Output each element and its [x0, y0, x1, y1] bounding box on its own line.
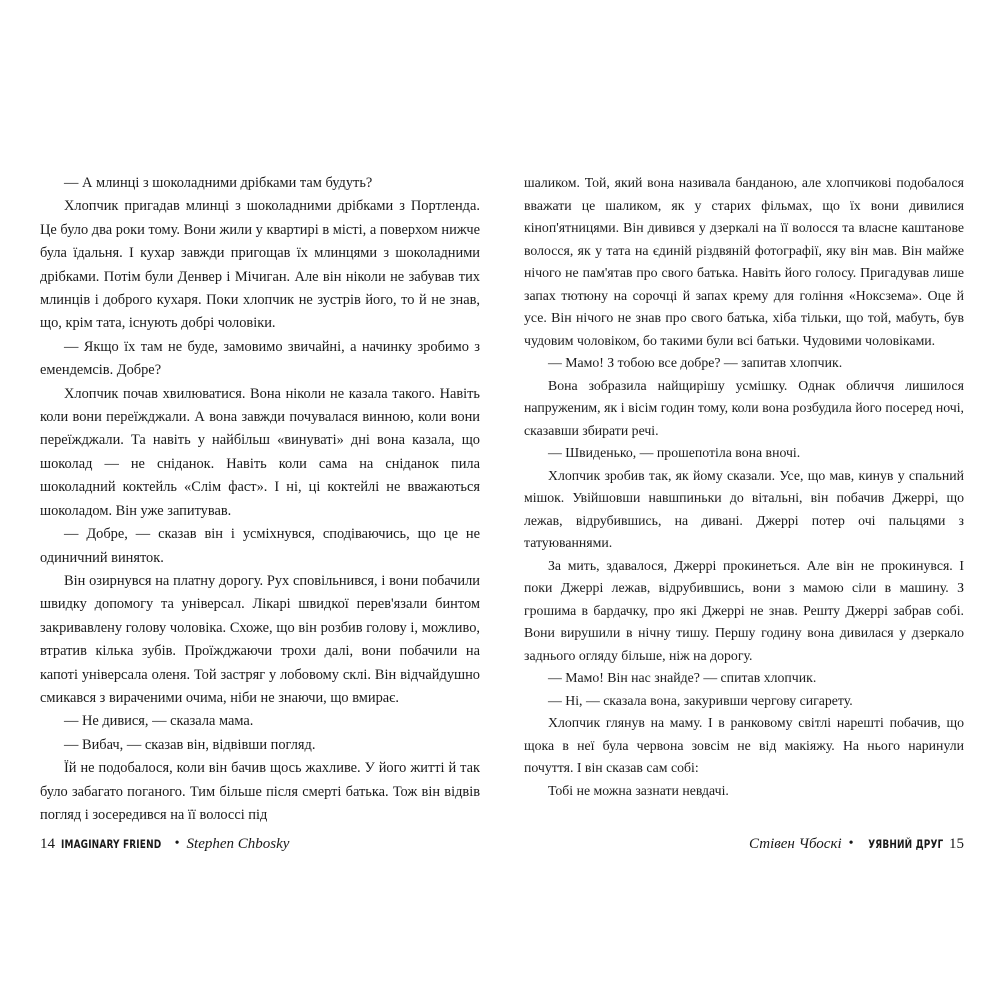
book-series-title: УЯВНИЙ ДРУГ	[867, 837, 943, 851]
page-number: 15	[949, 836, 964, 852]
paragraph: — Мамо! Він нас знайде? — спитав хлопчик.	[548, 670, 817, 685]
paragraph: — Не дивися, — сказала мама.	[64, 713, 254, 730]
paragraph: Вона зобразила найщирішу усмішку. Однак обличчя лишилося напруженим, як і вісім годин тому, коли вона розбудила його посеред ночі, сказавши збирати речі.	[524, 377, 964, 438]
paragraph: Хлопчик зробив так, як йому сказали. Усе, що мав, кинув у спальний мішок. Увійшовши навшпиньки до вітальні, він побачив Джеррі, що лежав, відрубившись, на дивані. Джеррі потер очі пальцями з татуюваннями.	[524, 467, 964, 550]
left-page	[40, 172, 480, 852]
paragraph: — Мамо! З тобою все добре? — запитав хлопчик.	[548, 355, 843, 370]
paragraph: За мить, здавалося, Джеррі прокинеться. Але він не прокинувся. І поки Джеррі лежав, відрубившись, вони з мамою сіли в машину. З грошима в бардачку, про які Джеррі не знав. Решту Джеррі забрав собі. Вони вирушили в нічну тишу. Першу годину вона дивилася у дзеркало заднього огляду більше, ніж на дорогу.	[524, 557, 964, 663]
paragraph: — Вибач, — сказав він, відвівши погляд.	[64, 736, 316, 753]
paragraph: — Ні, — сказала вона, закуривши чергову сигарету.	[548, 692, 853, 708]
paragraph: Він озирнувся на платну дорогу. Рух сповільнився, і вони побачили швидку допомогу та універсал. Лікарі швидкої перев'язали бинтом закривавлену голову чоловіка. Схоже, що він розбив голову і, можливо, втратив кілька зубів. Проїжджаючи трохи далі, вони побачили на капоті універсала оленя. Той застряг у лобовому склі. Він відчайдушно смикався з вираченими очима, ніби не знаючи, що вмирає.	[40, 572, 480, 706]
paragraph: Хлопчик почав хвилюватися. Вона ніколи не казала такого. Навіть коли вони переїжджали. А вона завжди почувалася винною, коли вони переїжджали. Та навіть у найбільш «винуваті» дні вона казала, що шоколад — не сніданок. Навіть коли сама на сніданок пила шоколадний коктейль «Слім фаст». І ні, ці коктейлі не вважаються шоколадом. Він уже запитував.	[40, 385, 480, 519]
paragraph: — Якщо їх там не буде, замовимо звичайні, а начинку зробимо з емендемсів. Добре?	[40, 338, 480, 379]
footer-separator: •	[848, 836, 854, 851]
left-page-text	[40, 172, 480, 827]
running-footer	[40, 834, 480, 854]
paragraph: — Добре, — сказав він і усміхнувся, сподіваючись, що це не одиничний виняток.	[40, 526, 480, 566]
paragraph: Тобі не можна зазнати невдачі.	[548, 782, 729, 798]
paragraph: Хлопчик пригадав млинці з шоколадними дрібками з Портленда. Це було два роки тому. Вони жили у квартирі в місті, а поверхом нижче була їдальня. І кухар завжди пригощав їх млинцями з шоколадними дрібками. Потім були Денвер і Мічиган. Але він ніколи не забував тих млинців і доброго кухаря. Поки хлопчик не зустрів його, то й не знав, що, крім тата, існують добрі чоловіки.	[40, 198, 480, 332]
author-name: Стівен Чбоскі	[749, 836, 842, 852]
footer-separator: •	[174, 836, 180, 851]
paragraph: — А млинці з шоколадними дрібками там будуть?	[64, 175, 373, 191]
paragraph: шаликом. Той, який вона називала банданою, але хлопчикові подобалося вважати це шаликом, як у старих фільмах, що їх вони дивилися кіноп'ятницями. Він дивився у дзеркалі на її волосся та власне каштанове волосся, як у тата на єдиній різдвяній фотографії, яку він мав. Він майже нічого не пам'ятав про свого батька. Навіть його голосу. Пригадував лише запах тютюну на сорочці й запах крему для гоління «Ноксзема». Оце й усе. Він нічого не знав про свого батька, хіба тільки, що той, мабуть, був чудовим чоловіком, бо такими були всі батьки. Чудовими чоловіками.	[524, 175, 964, 348]
page-number: 14	[40, 836, 55, 852]
paragraph: — Швиденько, — прошепотіла вона вночі.	[548, 445, 801, 460]
right-page-text	[524, 172, 964, 802]
author-name: Stephen Chbosky	[186, 836, 290, 852]
paragraph: Їй не подобалося, коли він бачив щось жахливе. У його житті й так було забагато поганого. Тим більше після смерті батька. Тож він відвів погляд і зосередився на її волоссі під	[40, 760, 480, 823]
running-footer	[524, 834, 964, 854]
paragraph: Хлопчик глянув на маму. І в ранковому світлі нарешті побачив, що щока в неї була червона зовсім не від макіяжу. На нього наринули почуття. І він сказав сам собі:	[524, 715, 964, 775]
right-page	[524, 172, 964, 852]
book-series-title: IMAGINARY FRIEND	[61, 837, 162, 851]
